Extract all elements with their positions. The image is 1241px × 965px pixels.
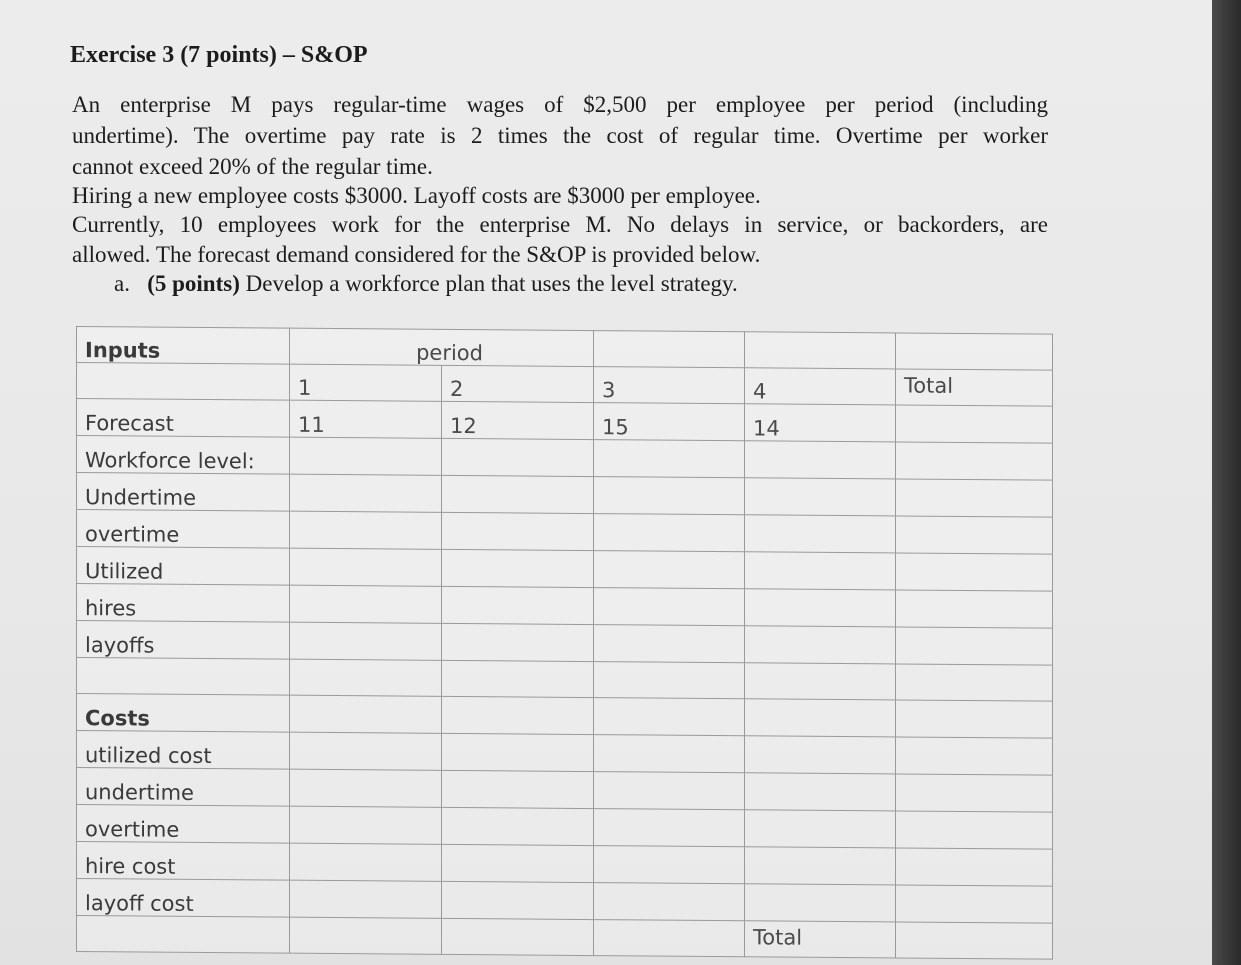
- hire-cost-label: hire cost: [77, 842, 290, 881]
- total-header: Total: [896, 369, 1053, 406]
- overtime-label: overtime: [77, 510, 290, 549]
- costs-header: Costs: [77, 694, 290, 733]
- question-points: (5 points): [147, 271, 240, 296]
- period-4: 4: [745, 368, 896, 405]
- problem-line-2: undertime). The overtime pay rate is 2 times the cost of regular time. Overtime per worker: [72, 123, 1048, 148]
- forecast-1: 11: [290, 400, 442, 438]
- overtime-cost-label: overtime: [77, 805, 290, 844]
- utilized-label: Utilized: [77, 547, 290, 586]
- period-1: 1: [290, 364, 442, 401]
- question-text: Develop a workforce plan that uses the level strategy.: [245, 271, 738, 296]
- period-header-left: [290, 328, 483, 366]
- undertime-cost-label: undertime: [77, 768, 290, 807]
- total-row: [77, 916, 1053, 960]
- utilized-cost-label: utilized cost: [77, 731, 290, 770]
- problem-line-6: allowed. The forecast demand considered for the S&OP is provided below.: [72, 242, 761, 267]
- problem-line-4: Hiring a new employee costs $3000. Layoff costs are $3000 per employee.: [72, 183, 761, 208]
- layoff-cost-label: layoff cost: [77, 879, 290, 918]
- exercise-title: Exercise 3 (7 points) – S&OP: [70, 42, 368, 68]
- grand-total-cell: [896, 922, 1053, 959]
- problem-line-3: cannot exceed 20% of the regular time.: [72, 154, 433, 179]
- inputs-header: Inputs: [77, 327, 290, 365]
- undertime-label: Undertime: [77, 473, 290, 512]
- workforce-plan-table: [76, 326, 1053, 960]
- header-cell-3: [594, 331, 745, 368]
- hires-label: hires: [77, 584, 290, 623]
- monitor-bezel: [1212, 0, 1241, 965]
- forecast-total: [896, 405, 1053, 443]
- period-header: period: [416, 340, 483, 366]
- question-a: [114, 271, 738, 297]
- question-marker: a.: [114, 271, 130, 296]
- period-2: 2: [442, 365, 594, 402]
- forecast-3: 15: [594, 403, 745, 441]
- bottom-total-label: Total: [745, 921, 896, 958]
- header-cell-4: [745, 332, 896, 369]
- problem-line-1: An enterprise M pays regular-time wages of $2,500 per employee per period (including: [72, 92, 1048, 117]
- forecast-label: Forecast: [77, 399, 290, 438]
- forecast-2: 12: [442, 401, 594, 439]
- forecast-4: 14: [745, 404, 896, 442]
- problem-line-5: Currently, 10 employees work for the enterprise M. No delays in service, or backorders, are: [72, 212, 1048, 237]
- workforce-level-label: Workforce level:: [77, 436, 290, 475]
- header-cell-5: [896, 333, 1053, 370]
- period-row-label: [77, 363, 290, 401]
- layoffs-label: layoffs: [77, 621, 290, 660]
- period-3: 3: [594, 367, 745, 404]
